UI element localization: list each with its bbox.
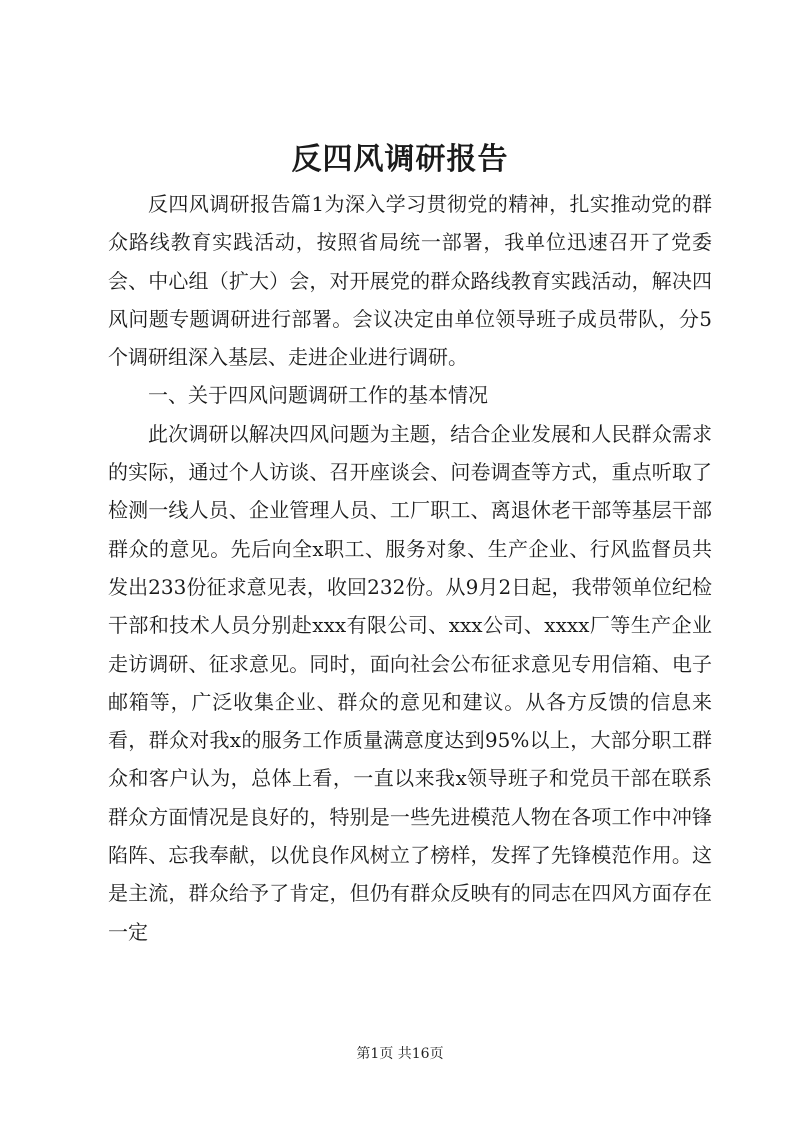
paragraph-intro: 反四风调研报告篇1为深入学习贯彻党的精神，扎实推动党的群众路线教育实践活动，按照省局统一部署，我单位迅速召开了党委会、中心组（扩大）会，对开展党的群众路线教育实践活动，解决四风问题专题调研进行部署。会议决定由单位领导班子成员带队，分5个调研组深入基层、走进企业进行调研。 bbox=[108, 192, 712, 370]
document-title: 反四风调研报告 bbox=[291, 142, 509, 177]
paragraph-survey: 此次调研以解决四风问题为主题，结合企业发展和人民群众需求的实际，通过个人访谈、召开座谈会、问卷调查等方式，重点听取了检测一线人员、企业管理人员、工厂职工、离退休老干部等基层干部群众的意见。先后向全x职工、服务对象、生产企业、行风监督员共发出233份征求意见表，收回232份。从9月2日起，我带领单位纪检干部和技术人员分别赴xxx有限公司、xxx公司、xxxx厂等生产企业走访调研、征求意见。同时，面向社会公布征求意见专用信箱、电子邮箱等，广泛收集企业、群众的意见和建议。从各方反馈的信息来看，群众对我x的服务工作质量满意度达到95%以上，大部分职工群众和客户认为，总体上看，一直以来我x领导班子和党员干部在联系群众方面情况是良好的，特别是一些先进模范人物在各项工作中冲锋陷阵、忘我奉献，以优良作风树立了榜样，发挥了先锋模范作用。这是主流，群众给予了肯定，但仍有群众反映有的同志在四风方面存在一定 bbox=[108, 421, 712, 944]
section-heading: 一、关于四风问题调研工作的基本情况 bbox=[148, 383, 488, 408]
document-body bbox=[108, 185, 712, 951]
page-number: 第1页 共16页 bbox=[356, 1046, 444, 1062]
